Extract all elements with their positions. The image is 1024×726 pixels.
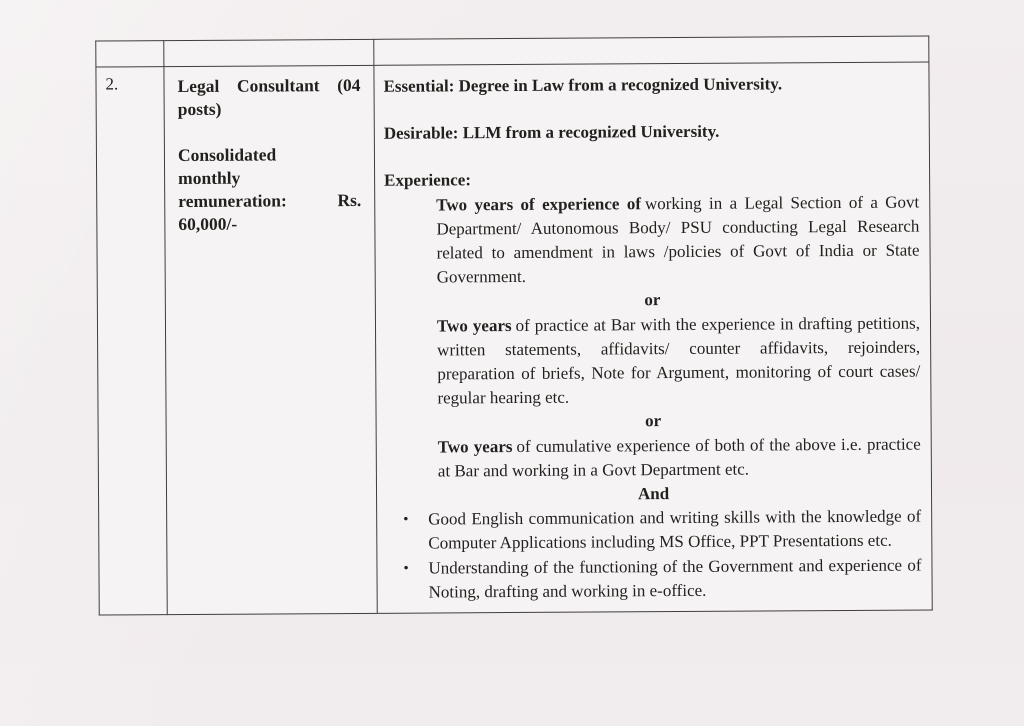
header-cell-qualification — [374, 36, 929, 65]
desirable-qualification: Desirable: LLM from a recognized University. — [383, 121, 720, 143]
post-cell — [164, 65, 377, 614]
experience-option-2-text: of practice at Bar with the experience in drafting petitions, written statements, affidavits/ counter affidavits, rejoinders, preparation of briefs, Note for Argument, monitoring of court cases/ regular hearing etc. — [437, 313, 921, 408]
header-cell-post — [164, 39, 374, 66]
experience-heading: Experience: — [384, 170, 472, 191]
remuneration-line-2: monthly — [178, 167, 241, 189]
qualification-cell — [374, 62, 932, 613]
experience-option-1-text: working in a Legal Section of a Govt Department/ Autonomous Body/ PSU conducting Legal Research related to amendment in laws /policies of Govt of India or State Government. — [436, 192, 920, 287]
experience-option-3 — [438, 432, 921, 483]
additional-skill-item-2 — [386, 553, 921, 605]
serial-cell — [96, 67, 167, 615]
serial-number: 2. — [105, 74, 119, 94]
essential-qualification: Essential: Degree in Law from a recognized University. — [383, 74, 783, 96]
separator-and: And — [637, 484, 670, 504]
remuneration-block — [178, 143, 362, 236]
remuneration-label: remuneration: — [178, 190, 287, 212]
recruitment-table — [95, 35, 932, 615]
experience-option-1-lead: Two years of experience of — [436, 193, 642, 215]
additional-skills-list — [386, 505, 922, 605]
experience-option-1 — [436, 190, 920, 290]
separator-or-1: or — [644, 290, 661, 310]
remuneration-currency: Rs. — [337, 189, 362, 211]
table-row — [96, 62, 932, 615]
additional-skill-item-1 — [386, 505, 921, 557]
bullet-icon: • — [403, 560, 409, 577]
header-cell-serial — [96, 41, 164, 67]
post-title: Legal Consultant (04 posts) — [177, 74, 361, 120]
remuneration-amount: 60,000/- — [178, 213, 238, 235]
additional-skill-1-text: Good English communication and writing skills with the knowledge of Computer Applications including MS Office, PPT Presentations etc. — [428, 506, 922, 553]
experience-option-2-lead: Two years — [436, 315, 512, 336]
separator-or-2: or — [644, 411, 662, 431]
experience-option-2 — [437, 311, 921, 411]
bullet-icon: • — [403, 511, 409, 528]
experience-option-3-lead: Two years — [437, 436, 513, 457]
remuneration-line-3 — [178, 189, 361, 213]
additional-skill-2-text: Understanding of the functioning of the Government and experience of Noting, drafting and working in e-office. — [428, 555, 922, 602]
experience-option-3-text: of cumulative experience of both of the above i.e. practice at Bar and working in a Govt Department etc. — [437, 434, 921, 481]
remuneration-line-1: Consolidated — [177, 144, 277, 166]
